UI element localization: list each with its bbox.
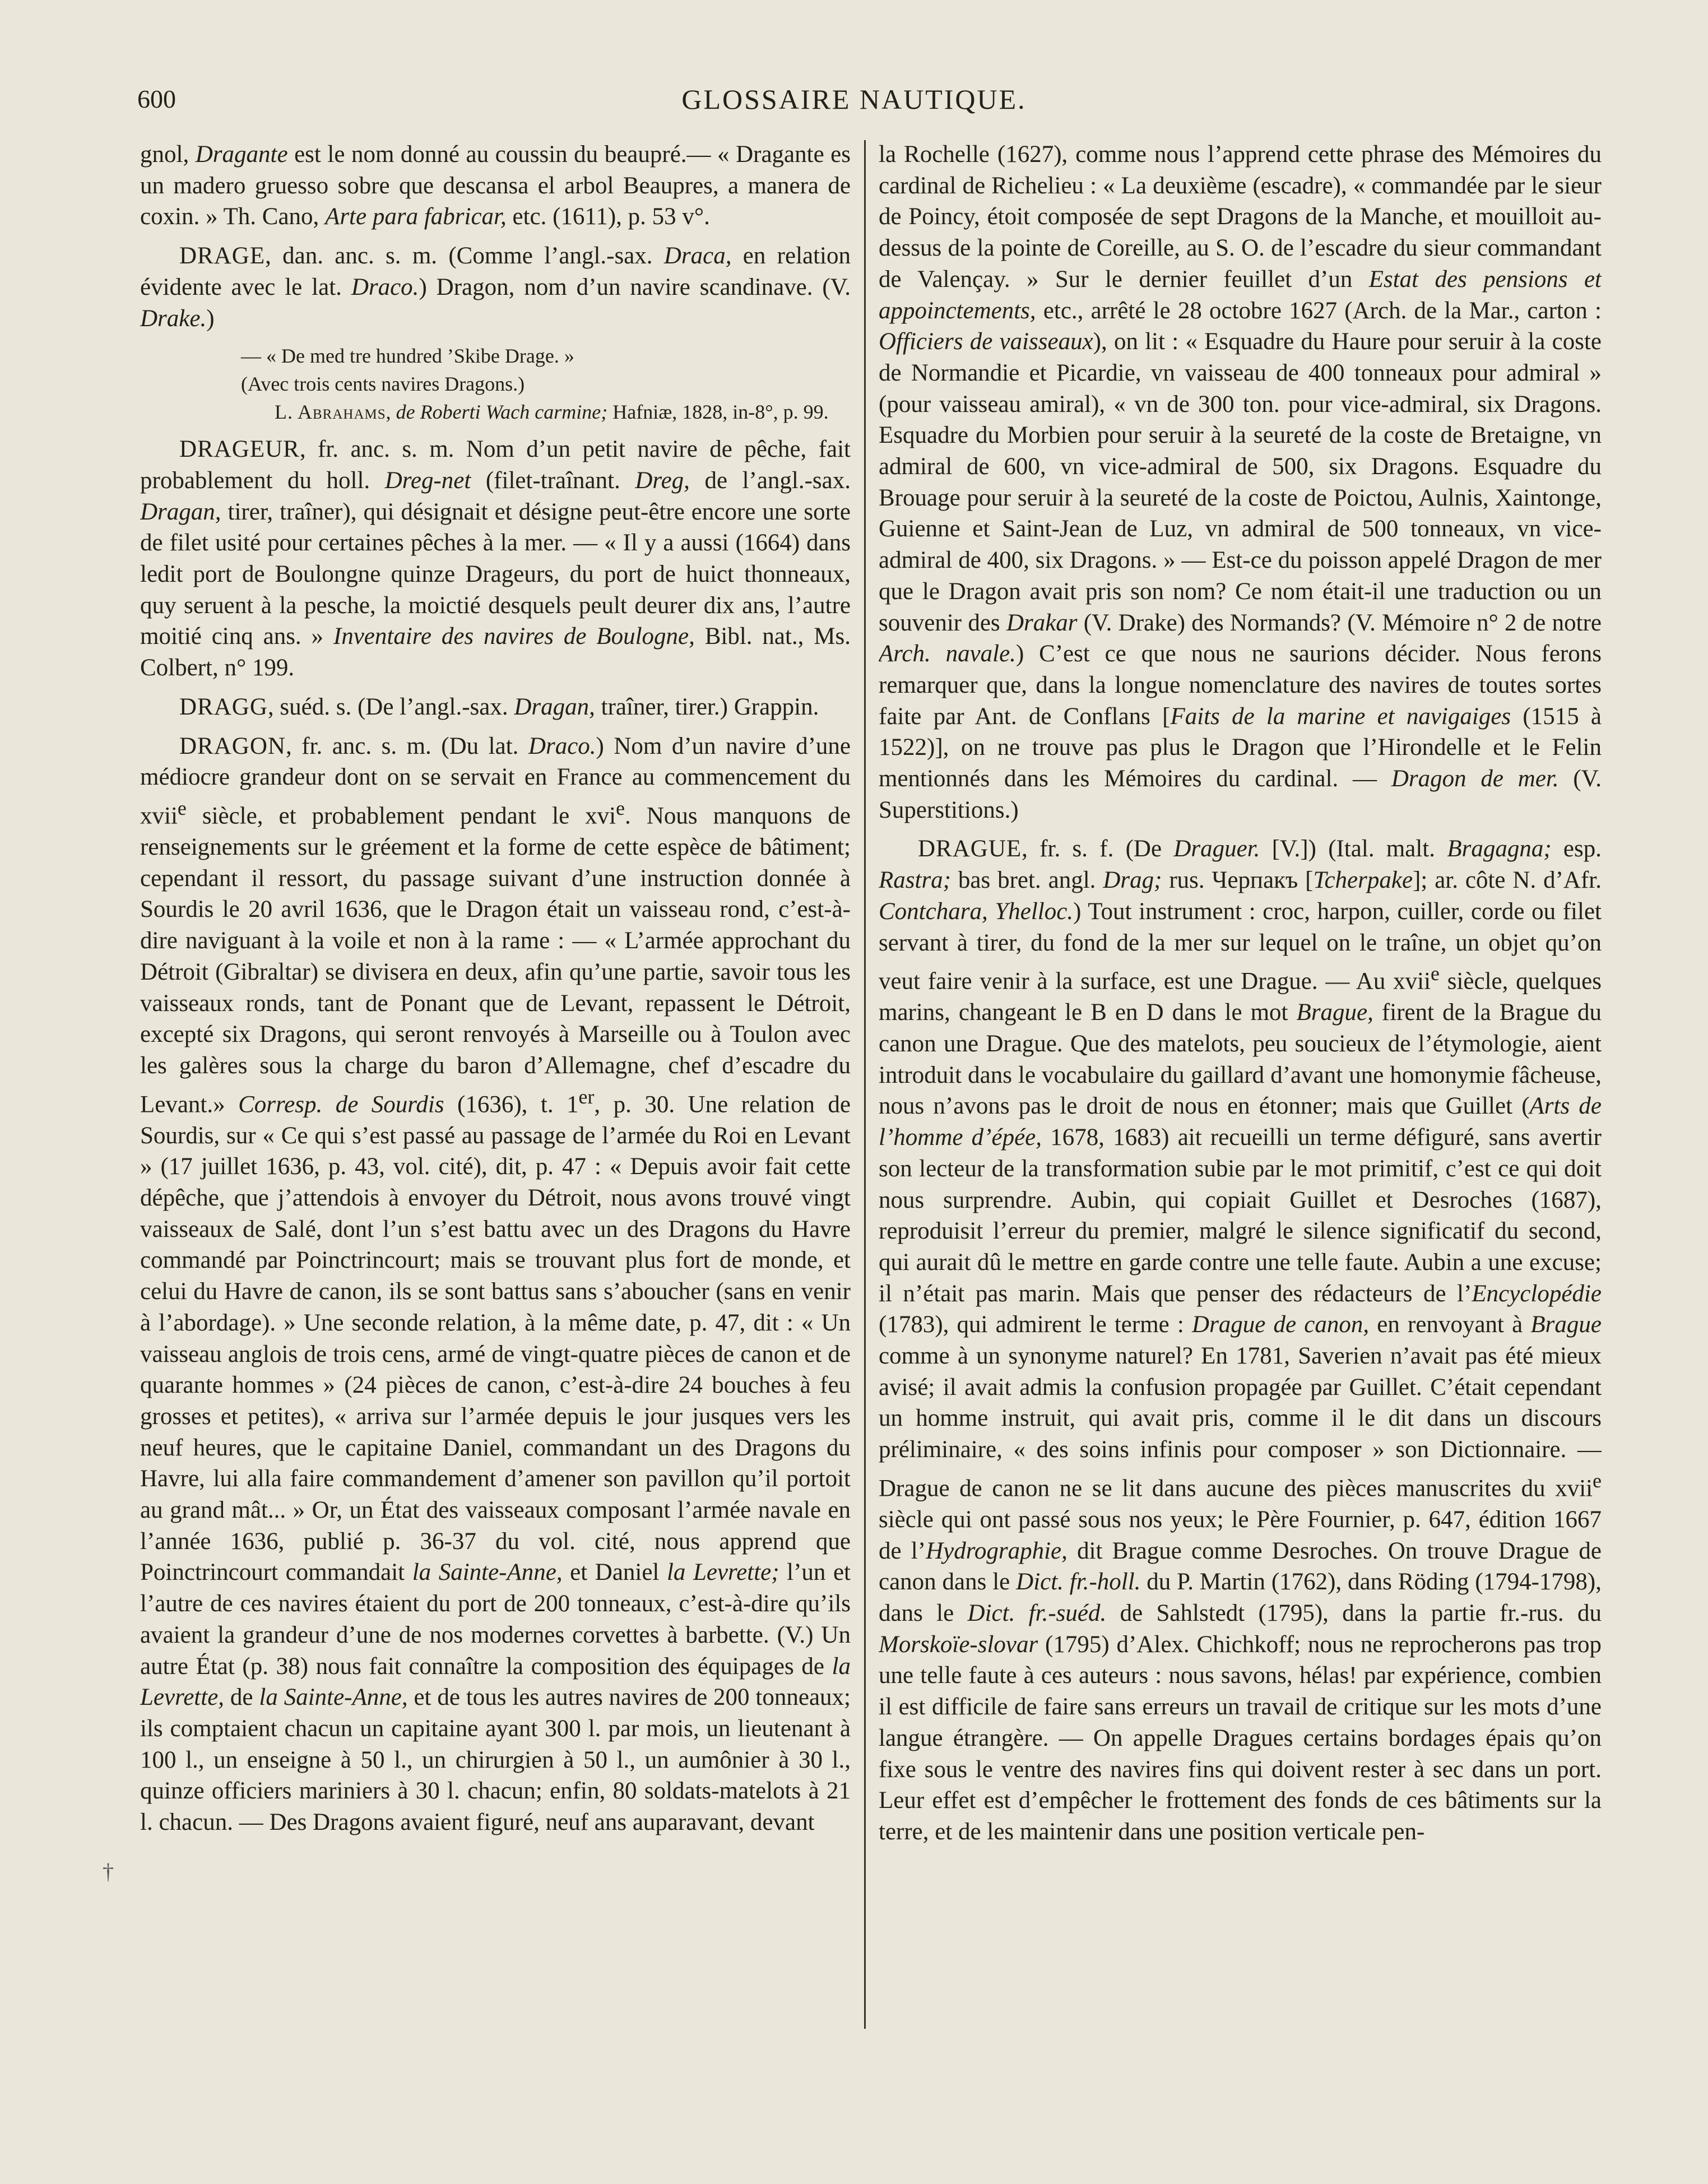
text-run: et de tous les autres navires de 200 tonneaux; ils comptaient chacun un capitaine ayant 300 l. par mois, un lieutenant à 100 l., un enseigne à 50 l., un chirurgien à 50 l., un aumônier à 30 l., quinze officiers mariniers à 30 l. chacun; enfin, 80 soldats-matelots à 21 l. chacun. — Des Dragons avaient figuré, neuf ans auparavant, devant xyxy=(140,1684,851,1836)
page-number: 600 xyxy=(137,85,176,113)
text-run: comme à un synonyme naturel? En 1781, Saverien n’avait pas été mieux avisé; il avait admis la confusion propagée par Guillet. C’était cependant un homme instruit, qui avait pris, comme il le dit dans un discours préliminaire, « des soins infinis pour composer » son Dictionnaire. — Drague de canon ne se lit dans aucune des pièces manuscrites du xvii xyxy=(879,1343,1602,1502)
italic-text: Faits de la marine et navigaiges xyxy=(1170,703,1511,730)
text-run: (V. Superstitions.) xyxy=(879,766,1602,823)
italic-text: Dragante xyxy=(195,141,288,168)
text-run: , fr. s. f. (De xyxy=(1022,836,1174,863)
headword: DRAGUE xyxy=(918,836,1022,863)
text-run: , fr. anc. s. m. Nom d’un petit navire de pêche, fait probablement du holl. xyxy=(140,436,851,494)
italic-text: Encyclopédie xyxy=(1472,1280,1602,1307)
italic-text: Drakar xyxy=(1006,609,1078,636)
entry-dragante-continued xyxy=(140,139,851,233)
text-run: traîner, tirer.) Grappin. xyxy=(595,693,819,720)
superscript: e xyxy=(616,796,625,819)
left-column xyxy=(140,139,851,2061)
italic-text: Dict. fr.-suéd. xyxy=(967,1600,1107,1626)
text-run: ) C’est ce que nous ne saurions décider. Nous ferons remarquer que, dans la longue nomenclature des navires de toutes sortes faite par Ant. de Conflans [ xyxy=(879,641,1602,730)
text-run: et Daniel xyxy=(562,1559,667,1586)
text-run: tirer, traîner), qui désignait et désigne peut-être encore une sorte de filet usité pour certaines pêches à la mer. — « Il y a aussi (1664) dans ledit port de Boulongne quinze Drageurs, du port de huict thonneaux, quy seruent à la pesche, la moictié desquels peult deurer dix ans, l’autre moitié cinq ans. » xyxy=(140,498,851,650)
text-run: de l’angl.-sax. xyxy=(689,467,851,494)
text-run: , fr. anc. s. m. (Du lat. xyxy=(285,732,528,759)
italic-text: Dreg, xyxy=(635,467,690,494)
entry-dragon xyxy=(140,731,851,1838)
italic-text: Bragagna; xyxy=(1447,836,1552,863)
text-run: . Nous manquons de renseignements sur le gréement et la forme de cette espèce de bâtiment; cependant il ressort, du passage suivant d’une instruction donnée à Sourdis le 20 avril 1636, que le Dragon était un vaisseau rond, c’est-à-dire naviguant à la voile et non à la rame : — « L’armée approchant du Détroit (Gibraltar) se divisera en deux, afin qu’une partie, savoir tous les vaisseaux ronds, tant de Ponant que de Levant, repassent le Détroit, excepté six Dragons, qui seront renvoyés à Marseille ou à Toulon avec les galères sous la charge du baron d’Allemagne, chef d’escadre du Levant.» xyxy=(140,803,851,1117)
italic-text: Draca, xyxy=(663,243,732,270)
text-run: etc., arrêté le 28 octobre 1627 (Arch. de la Mar., carton : xyxy=(1036,297,1602,324)
text-run: (V. Drake) des Normands? (V. Mémoire n° 2 de notre xyxy=(1077,609,1602,636)
text-run: siècle qui ont passé sous nos yeux; le Père Fournier, p. 647, édition 1667 de l’ xyxy=(879,1506,1602,1564)
text-run: ) xyxy=(206,305,215,332)
column-divider xyxy=(864,140,866,2029)
italic-text: Hydrographie, xyxy=(926,1537,1068,1564)
italic-text: Inventaire des navires de Boulogne, xyxy=(333,623,695,650)
italic-text: Draco. xyxy=(351,273,419,300)
text-run: (Avec trois cents navires Dragons.) xyxy=(241,373,525,396)
italic-text: Dragan, xyxy=(514,693,595,720)
entry-drague xyxy=(879,833,1602,1847)
text-run: en renvoyant à xyxy=(1369,1311,1531,1338)
text-run: (filet-traînant. xyxy=(471,467,635,494)
italic-text: Draguer. xyxy=(1173,836,1260,863)
headword: DRAGEUR xyxy=(179,436,300,463)
italic-text: de Roberti Wach carmine; xyxy=(396,401,608,424)
italic-text: Drake. xyxy=(140,305,207,332)
text-run: , dan. anc. s. m. (Comme l’angl.-sax. xyxy=(265,243,664,270)
quote-translation xyxy=(241,370,839,398)
italic-text: Morskoïe-slovar xyxy=(879,1631,1038,1658)
text-run: esp. xyxy=(1551,836,1602,863)
text-run: dit Brague comme Desroches. On trouve Drague de canon dans le xyxy=(879,1537,1602,1596)
italic-text: la Levrette; xyxy=(666,1559,779,1586)
text-run: de xyxy=(224,1684,259,1711)
text-run: ]; ar. côte N. d’Afr. xyxy=(1413,867,1602,894)
italic-text: Officiers de vaisseaux xyxy=(879,328,1093,355)
text-run: firent de la Brague du canon une Drague. Que des matelots, peu soucieux de l’étymologie, aient introduit dans le vocabulaire du gaillard d’avant une homonymie fâcheuse, nous n’avons pas le droit de nous en étonner; mais que Guillet ( xyxy=(879,999,1602,1120)
italic-text: Corresp. de Sourdis xyxy=(238,1091,444,1117)
quote-citation xyxy=(275,398,839,426)
text-run: siècle, et probablement pendant le xvi xyxy=(186,803,616,829)
italic-text: Dreg-net xyxy=(384,467,471,494)
italic-text: Arch. navale. xyxy=(879,641,1016,667)
text-run: rus. Черпакъ [ xyxy=(1162,867,1314,894)
headword: DRAGON xyxy=(179,732,286,759)
text-run: l’un et l’autre de ces navires étaient du port de 200 tonneaux, c’est-à-dire qu’ils avaient la grandeur d’une de nos modernes corvettes à barbette. (V.) Un autre État (p. 38) nous fait connaître la composition des équipages de xyxy=(140,1559,851,1680)
text-run: ) Nom d’un navire d’une médiocre grandeur dont on se servait en France au commencement du xvii xyxy=(140,732,851,829)
italic-text: Dict. fr.-holl. xyxy=(1016,1569,1141,1596)
page-title: GLOSSAIRE NAUTIQUE. xyxy=(681,84,1027,115)
italic-text: Contchara, Yhelloc. xyxy=(879,898,1074,925)
italic-text: Dragon de mer. xyxy=(1391,766,1559,792)
text-run: la Rochelle (1627), comme nous l’apprend cette phrase des Mémoires du cardinal de Richelieu : « La deuxième (escadre), « commandée par le sieur de Poincy, étoit composée de sept Dragons de la Manche, et mouilloit au-dessus de la pointe de Coreille, au S. O. de l’escadre du sieur commandant de Valençay. » Sur le dernier feuillet d’un xyxy=(879,141,1602,293)
text-run: Bibl. nat., Ms. Colbert, n° 199. xyxy=(140,623,851,681)
text-run: siècle, quelques marins, changeant le B en D dans le mot xyxy=(879,968,1602,1026)
entry-drageur xyxy=(140,434,851,684)
italic-text: la Sainte-Anne, xyxy=(259,1684,408,1711)
text-run: , xyxy=(386,401,396,424)
headword: DRAGE xyxy=(179,243,266,270)
superscript: e xyxy=(1593,1469,1602,1492)
text-run: (1783), qui admirent le terme : xyxy=(879,1311,1192,1338)
entry-drage xyxy=(140,240,851,334)
text-run: en relation évidente avec le lat. xyxy=(140,243,851,300)
margin-mark: † xyxy=(103,1859,114,1884)
text-run: gnol, xyxy=(140,141,196,168)
italic-text: Drague de canon, xyxy=(1192,1311,1370,1338)
text-run: (1636), t. 1 xyxy=(444,1091,579,1117)
italic-text: Draco. xyxy=(528,732,596,759)
superscript: e xyxy=(177,796,187,819)
text-run: de Sahlstedt (1795), dans la partie fr.-rus. du xyxy=(1106,1600,1602,1626)
italic-text: Drag; xyxy=(1103,867,1162,894)
quote-line xyxy=(241,342,839,370)
italic-text: la Sainte-Anne, xyxy=(412,1559,563,1586)
italic-text: Arts de l’homme d’épée, xyxy=(879,1093,1602,1151)
headword: DRAGG xyxy=(179,693,268,720)
text-run: — « De med tre hundred ’Skibe Drage. » xyxy=(241,345,574,368)
text-run: est le nom donné au coussin du beaupré.— « Dragante es un madero gruesso sobre que descansa el arbol Beaupres, a manera de coxin. » Th. Cano, xyxy=(140,141,851,230)
text-run: , suéd. s. (De l’angl.-sax. xyxy=(267,693,514,720)
text-run: ) Dragon, nom d’un navire scandinave. (V. xyxy=(419,273,851,300)
text-run: [V.]) (Ital. malt. xyxy=(1260,836,1447,863)
entry-dragg xyxy=(140,692,851,723)
italic-text: Brague xyxy=(1530,1311,1602,1338)
text-run: ), on lit : « Esquadre du Haure pour seruir à la coste de Normandie et Picardie, vn vaisseau de 400 tonneaux pour admiral » (pour vaisseau amiral), « vn de 300 ton. pour vice-admiral, six Dragons. Esquadre du Morbien pour seruir à la seureté de la coste de Bretaigne, vn admiral de 600, vn vice-admiral de 500, six Dragons. Esquadre du Brouage pour seruir à la seureté de la coste de Poictou, Aulnis, Xaintonge, Guienne et Saint-Jean de Luz, vn admiral de 500 tonneaux, vn vice-admiral de 400, six Dragons. » — Est-ce du poisson appelé Dragon de mer que le Dragon avait pris son nom? Ce nom était-il une traduction ou un souvenir des xyxy=(879,328,1602,636)
text-run: , p. 30. Une relation de Sourdis, sur « Ce qui s’est passé au passage de l’armée du Roi en Levant » (17 juillet 1636, p. 43, vol. cité), dit, p. 47 : « Depuis avoir fait cette dépêche, que j’attendois à envoyer du Détroit, nous avons trouvé vingt vaisseaux de Salé, dont l’un s’est battu avec un des Dragons du Havre commandé par Poinctrincourt; mais se trouvant plus fort de monde, et celui du Havre de canon, ils se sont battus sans s’aboucher (sans en venir à l’abordage). » Une seconde relation, à la même date, p. 47, dit : « Un vaisseau anglois de trois cens, armé de vingt-quatre pièces de canon et de quarante hommes » (24 pièces de canon, c’est-à-dire 24 bouches à feu grosses et petites), « arriva sur l’armée depuis le jour jusques vers les neuf heures, que le capitaine Daniel, commandant un des Dragons du Havre, lui alla faire commandement d’amener son pavillon qu’il portoit au grand mât... » Or, un État des vaisseaux composant l’armée navale en l’année 1636, publié p. 36-37 du vol. cité, nous apprend que Poinctrincourt commandait xyxy=(140,1091,851,1586)
right-column xyxy=(879,139,1602,2061)
text-run: Hafniæ, 1828, in-8°, p. 99. xyxy=(607,401,829,424)
italic-text: Tcherpake xyxy=(1313,867,1413,894)
entry-dragon-continued xyxy=(879,139,1602,826)
italic-text: Arte para fabricar, xyxy=(325,203,507,230)
text-run: etc. (1611), p. 53 v°. xyxy=(506,203,710,230)
italic-text: la Levrette, xyxy=(140,1653,851,1711)
text-run: 1678, 1683) ait recueilli un terme défiguré, sans avertir son lecteur de la transformation subie par le mot primitif, c’est ce qui doit nous surprendre. Aubin, qui copiait Guillet et Desroches (1687), reproduisit l’erreur du premier, malgré le silence significatif du second, qui aurait dû le mettre en garde contre une telle faute. Aubin a une excuse; il n’était pas marin. Mais que penser des rédacteurs de l’ xyxy=(879,1124,1602,1307)
text-run: du P. Martin (1762), dans Röding (1794-1798), dans le xyxy=(879,1569,1602,1626)
text-run: bas bret. angl. xyxy=(951,867,1103,894)
text-run: (1795) d’Alex. Chichkoff; nous ne reprocherons pas trop une telle faute à ces auteurs : nous savons, hélas! par expérience, combien il est difficile de faire sans erreurs un travail de critique sur les mots d’une langue étrangère. — On appelle Dragues certains bordages épais qu’on fixe sous le ventre des navires fins qui doivent rester à sec dans un port. Leur effet est d’empêcher le frottement des fonds de ces bâtiments sur la terre, et de les maintenir dans une position verticale pen- xyxy=(879,1631,1602,1845)
italic-text: Brague, xyxy=(1296,999,1373,1026)
headword: L. Abrahams xyxy=(275,401,386,424)
italic-text: Estat des pensions et appoinctements, xyxy=(879,266,1602,324)
text-run: (1515 à 1522)], on ne trouve pas plus le Dragon que l’Hirondelle et le Felin mentionnés dans les Mémoires du cardinal. — xyxy=(879,703,1602,792)
superscript: e xyxy=(1431,962,1440,985)
text-run: ) Tout instrument : croc, harpon, cuiller, corde ou filet servant à tirer, du fond de la mer sur lequel on le traîne, un objet qu’on veut faire venir à la surface, est une Drague. — Au xvii xyxy=(879,898,1602,995)
superscript: er xyxy=(578,1085,595,1108)
italic-text: Rastra; xyxy=(879,867,951,894)
italic-text: Dragan, xyxy=(140,498,221,525)
